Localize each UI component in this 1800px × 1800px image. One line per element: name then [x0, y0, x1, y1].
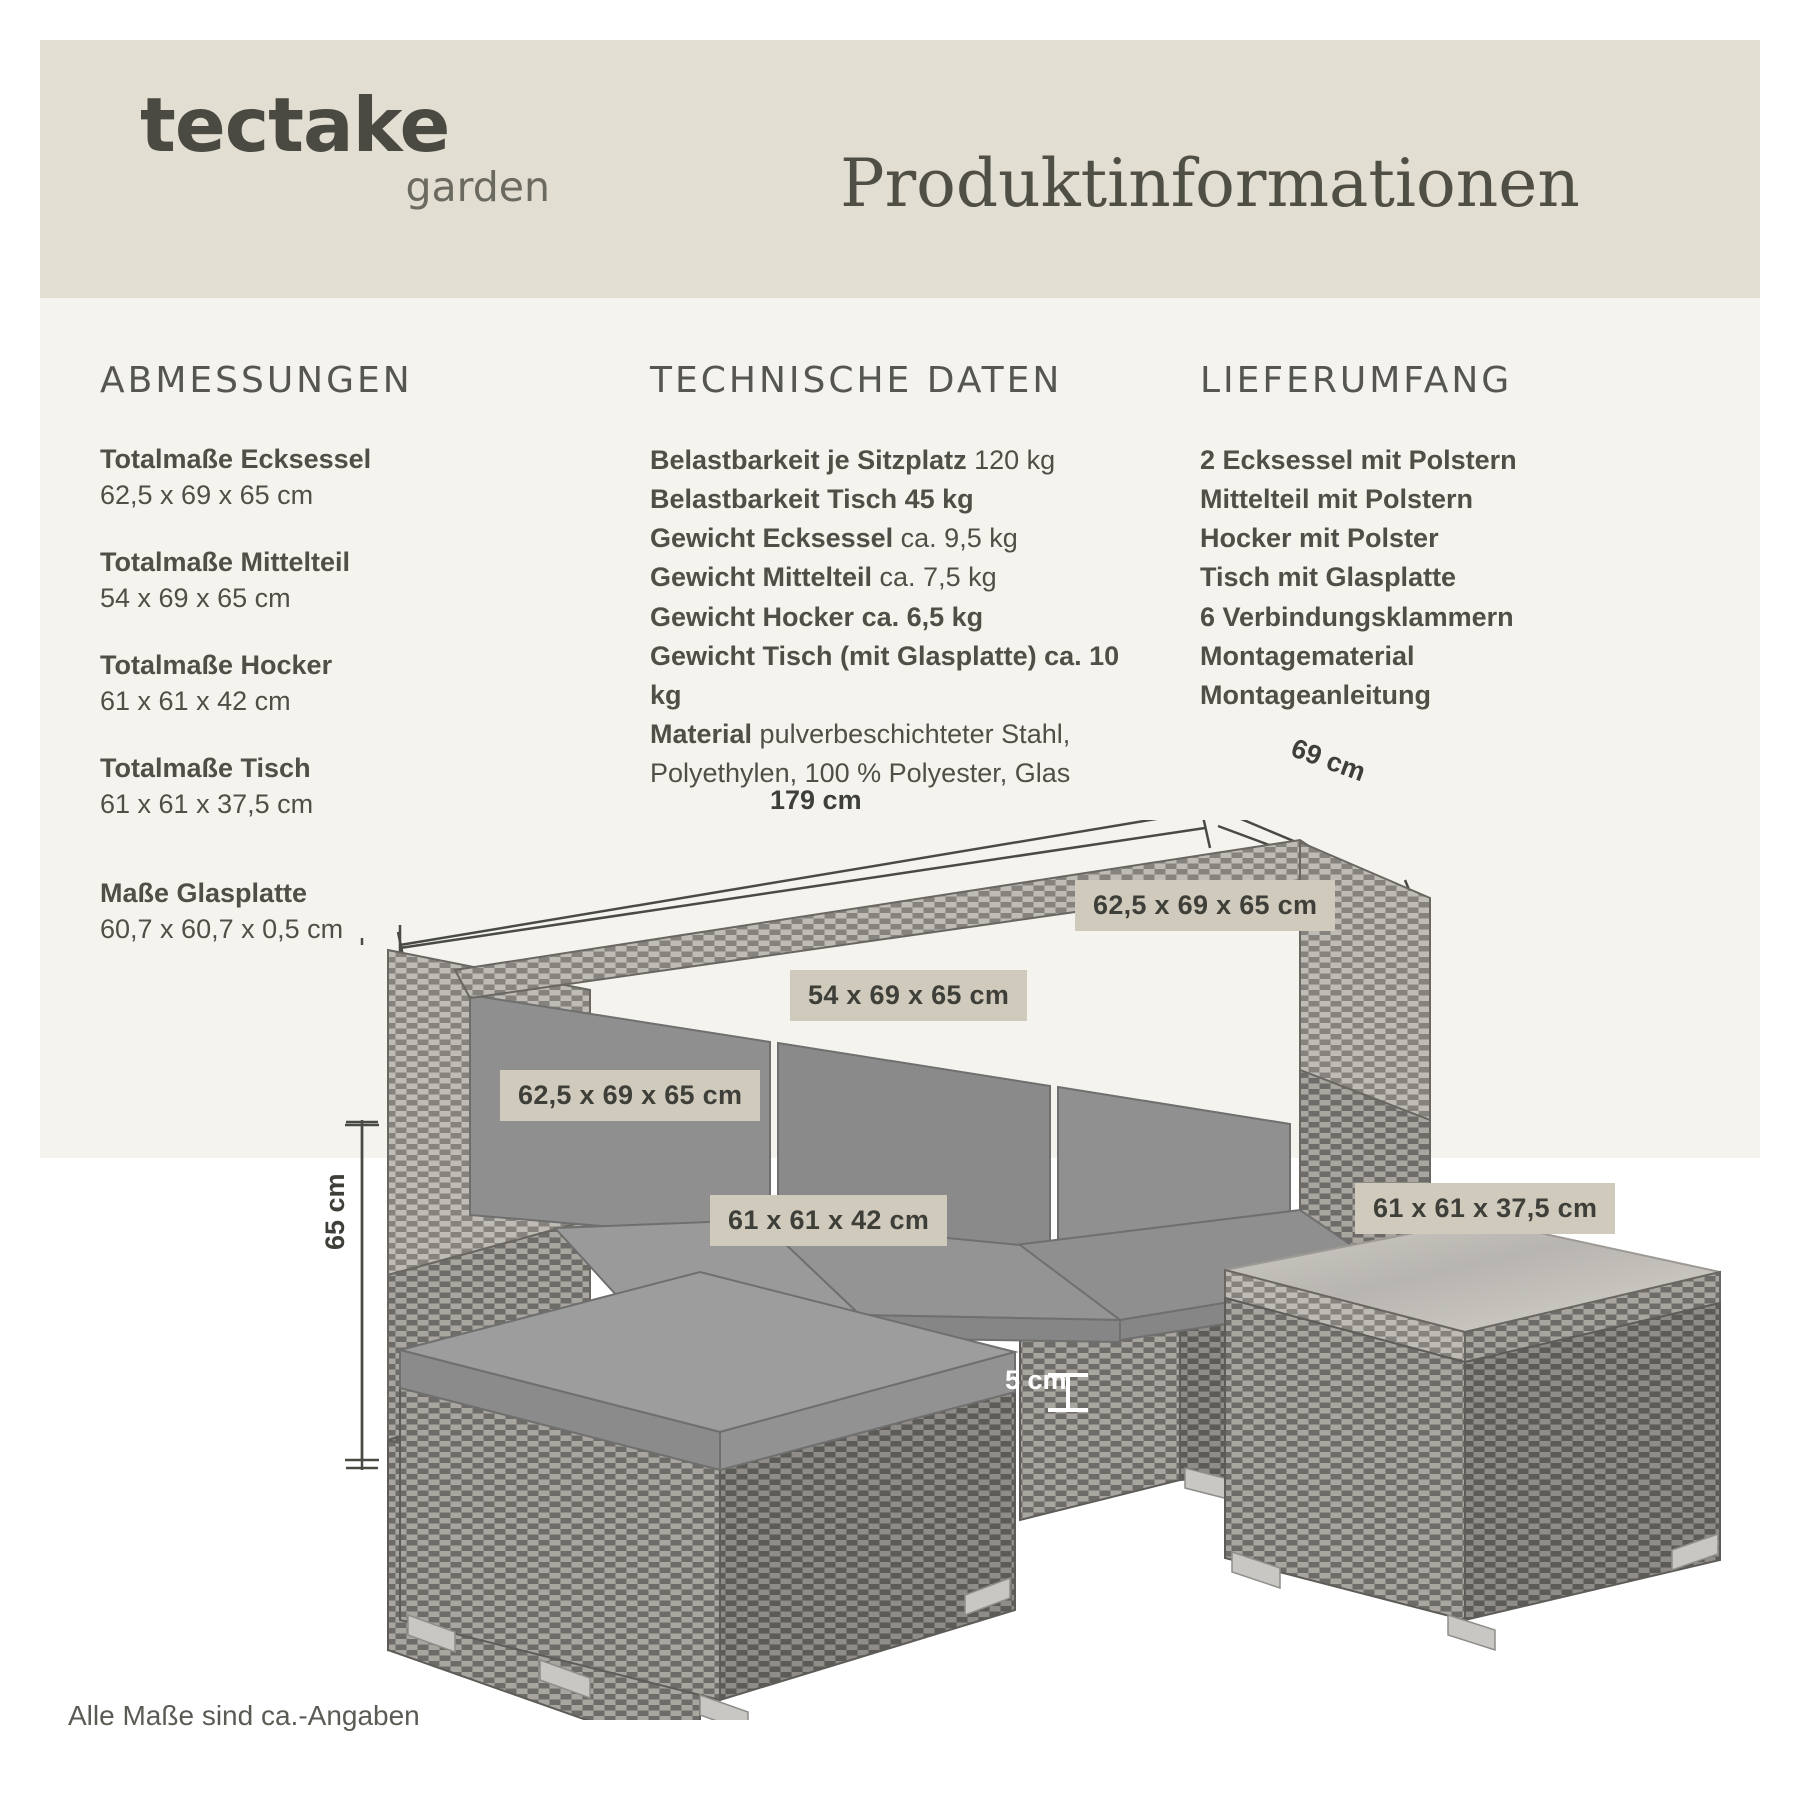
spec-key: Gewicht Ecksessel: [650, 523, 894, 554]
technical-list: [650, 441, 1120, 793]
spec-item: [650, 480, 1120, 519]
dimension-label: Maße Glasplatte: [100, 877, 308, 908]
callout-table: 61 x 61 x 37,5 cm: [1355, 1183, 1615, 1234]
depth-label: 69 cm: [1287, 732, 1370, 788]
spec-item: [650, 519, 1120, 558]
spec-value: 120 kg: [966, 445, 1056, 475]
dimension-value: 62,5 x 69 x 65 cm: [100, 480, 314, 511]
spec-item: [650, 715, 1120, 793]
spec-key: Belastbarkeit je Sitzplatz: [650, 445, 967, 475]
spec-item: [650, 637, 1120, 715]
brand-subtitle: garden: [405, 163, 550, 211]
spec-key: Gewicht Hocker ca. 6,5 kg: [650, 601, 984, 632]
dimension-item: [100, 441, 580, 514]
dimensions-heading: ABMESSUNGEN: [100, 360, 413, 401]
spec-item: [650, 598, 1120, 637]
side-table: [1225, 1220, 1720, 1650]
brand-logo: [140, 81, 560, 211]
column-technical: [650, 360, 1120, 793]
width-label: 179 cm: [770, 785, 862, 815]
spec-value: ca. 7,5 kg: [872, 562, 997, 593]
spec-item: [650, 441, 1120, 480]
dimension-value: 60,7 x 60,7 x 0,5 cm: [100, 913, 344, 944]
callout-corner-right: 62,5 x 69 x 65 cm: [1075, 880, 1335, 931]
dimension-value: 61 x 61 x 42 cm: [100, 686, 291, 717]
scope-heading: LIEFERUMFANG: [1200, 360, 1513, 401]
spec-value: ca. 9,5 kg: [893, 523, 1018, 554]
dimension-item: [100, 750, 580, 823]
spec-key: Gewicht Tisch (mit Glasplatte) ca. 10 kg: [650, 640, 1120, 710]
spec-key: Material: [650, 718, 753, 749]
scope-item: Montageanleitung: [1200, 679, 1431, 710]
callout-corner-left: 62,5 x 69 x 65 cm: [500, 1070, 760, 1121]
page-title: Produktinformationen: [840, 145, 1580, 222]
furniture-drawing: [0, 820, 1800, 1720]
scope-item: Mittelteil mit Polstern: [1200, 484, 1474, 515]
dimension-value: 61 x 61 x 37,5 cm: [100, 789, 314, 820]
brand-name: tectake: [140, 81, 450, 169]
header-bar: [40, 40, 1760, 298]
footnote: Alle Maße sind ca.-Angaben: [68, 1700, 420, 1731]
scope-item: Tisch mit Glasplatte: [1200, 562, 1457, 593]
dimension-label: Totalmaße Tisch: [100, 752, 311, 783]
scope-item: 2 Ecksessel mit Polstern: [1200, 445, 1517, 475]
spec-key: Belastbarkeit Tisch 45 kg: [650, 484, 974, 515]
scope-item: 6 Verbindungsklammern: [1200, 601, 1514, 632]
dimension-item: [100, 647, 580, 720]
callout-stool: 61 x 61 x 42 cm: [710, 1195, 947, 1246]
dimension-label: Totalmaße Mittelteil: [100, 546, 351, 577]
scope-list: [1200, 441, 1700, 715]
scope-item: Hocker mit Polster: [1200, 523, 1439, 554]
technical-heading: TECHNISCHE DATEN: [650, 360, 1063, 401]
dimension-value: 54 x 69 x 65 cm: [100, 583, 291, 614]
scope-item: Montagematerial: [1200, 640, 1415, 671]
column-scope: [1200, 360, 1700, 715]
glass-thickness-label: 5 cm: [1005, 1365, 1067, 1395]
dimension-label: Totalmaße Hocker: [100, 649, 333, 680]
spec-value: pulverbeschichteter Stahl, Polyethylen, 100 % Polyester, Glas: [650, 718, 1071, 789]
spec-item: [650, 558, 1120, 597]
dimension-item: [100, 544, 580, 617]
spec-key: Gewicht Mittelteil: [650, 562, 873, 593]
height-label: 65 cm: [320, 1173, 350, 1250]
callout-middle: 54 x 69 x 65 cm: [790, 970, 1027, 1021]
dimension-label: Totalmaße Ecksessel: [100, 444, 372, 474]
